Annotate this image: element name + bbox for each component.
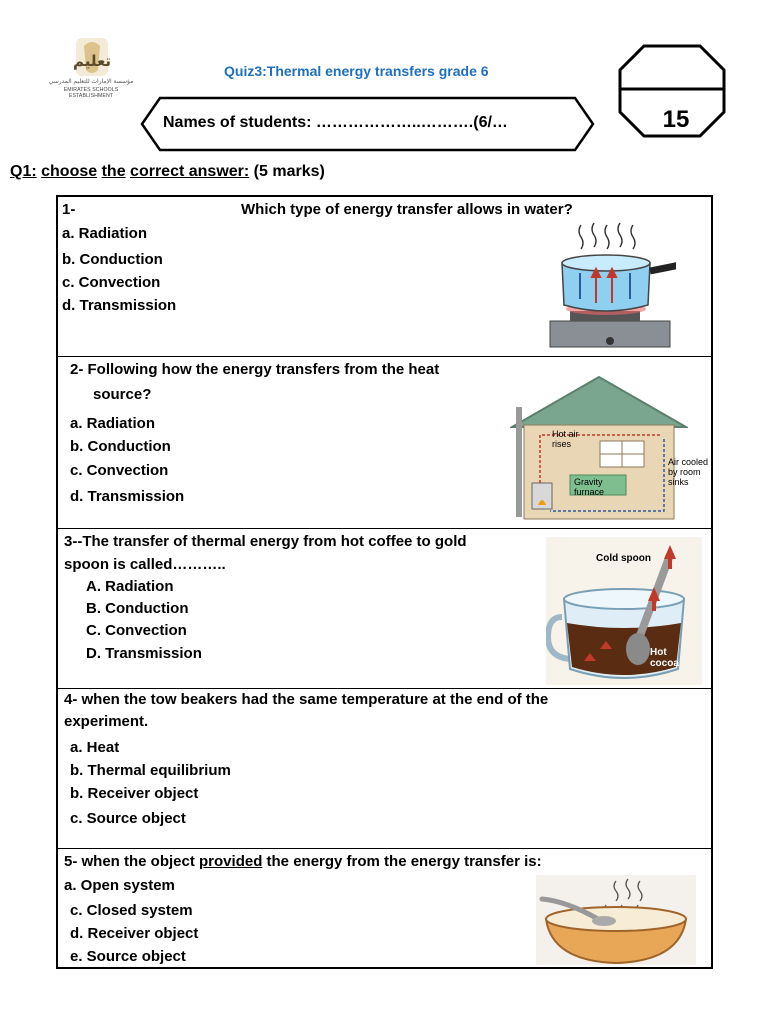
q5-option-a[interactable]: a. Open system [64,877,175,894]
q5-prompt-underlined: provided [199,853,263,870]
q4-option-b2[interactable]: b. Receiver object [70,785,199,802]
label-hot-cocoa: Hot cocoa [650,647,679,669]
q3-option-d[interactable]: D. Transmission [86,645,202,662]
house-convection-image [510,375,709,521]
score-total: 15 [662,106,690,133]
label-furnace: Gravity furnace [574,477,605,497]
q2-prompt-line2: source? [93,386,152,403]
q3-prompt-line2: spoon is called……….. [64,556,226,573]
question-1 [58,197,711,357]
q3-option-a[interactable]: A. Radiation [86,578,174,595]
q1-number: 1- [62,201,76,218]
q5-prompt-after: the energy from the energy transfer is: [262,853,542,870]
q2-option-d[interactable]: d. Transmission [70,488,185,505]
question-table [56,195,713,969]
names-of-students-field[interactable]: Names of students: ………………..……….(6/… [163,114,508,131]
q4-option-c[interactable]: c. Source object [70,810,186,827]
cocoa-spoon-image [546,537,702,685]
q5-prompt-before: 5- when the object [64,853,200,870]
label-hot-air: Hot air rises [552,429,579,449]
q4-option-b[interactable]: b. Thermal equilibrium [70,762,231,779]
q4-option-a[interactable]: a. Heat [70,739,120,756]
question-4 [58,689,711,849]
q3-prompt-line1: 3--The transfer of thermal energy from hot coffee to gold [64,533,467,550]
q1-option-b[interactable]: b. Conduction [62,251,163,268]
q5-prompt [64,853,542,870]
q1-option-d[interactable]: d. Transmission [62,297,177,314]
q1-prompt: Which type of energy transfer allows in water? [241,201,573,218]
heading-word-choose: choose [41,163,98,180]
section-heading [10,163,325,181]
logo-arabic-name: مؤسسة الإمارات للتعليم المدرسي [48,79,134,85]
q5-option-c[interactable]: c. Closed system [70,902,193,919]
q2-prompt-line1: 2- Following how the energy transfers from the heat [70,361,440,378]
question-3 [58,529,711,689]
question-5 [58,849,711,967]
boiling-pot-image [546,217,676,351]
q3-option-b[interactable]: B. Conduction [86,600,189,617]
q1-option-c[interactable]: c. Convection [62,274,161,291]
q5-option-d[interactable]: d. Receiver object [70,925,199,942]
soup-bowl-image [536,875,696,965]
heading-marks: (5 marks) [253,163,325,180]
label-air-cooled: Air cooled by room sinks [668,457,709,487]
q1-option-a[interactable]: a. Radiation [62,225,148,242]
logo-english-name: EMIRATES SCHOOLS ESTABLISHMENT [63,87,119,99]
question-2 [58,357,711,529]
q4-prompt-line2: experiment. [64,713,149,730]
label-cold-spoon: Cold spoon [596,553,651,564]
q2-option-c[interactable]: c. Convection [70,462,169,479]
q5-option-e[interactable]: e. Source object [70,948,186,965]
q2-option-b[interactable]: b. Conduction [70,438,171,455]
q3-option-c[interactable]: C. Convection [86,622,187,639]
logo-arabic-mark: تعليم [72,52,112,70]
heading-word-correct: correct answer: [130,163,250,180]
q2-option-a[interactable]: a. Radiation [70,415,156,432]
heading-word-the: the [101,163,126,180]
quiz-title: Quiz3:Thermal energy transfers grade 6 [224,63,489,79]
heading-prefix: Q1: [10,163,37,180]
q4-prompt-line1: 4- when the tow beakers had the same temperature at the end of the [64,691,549,708]
